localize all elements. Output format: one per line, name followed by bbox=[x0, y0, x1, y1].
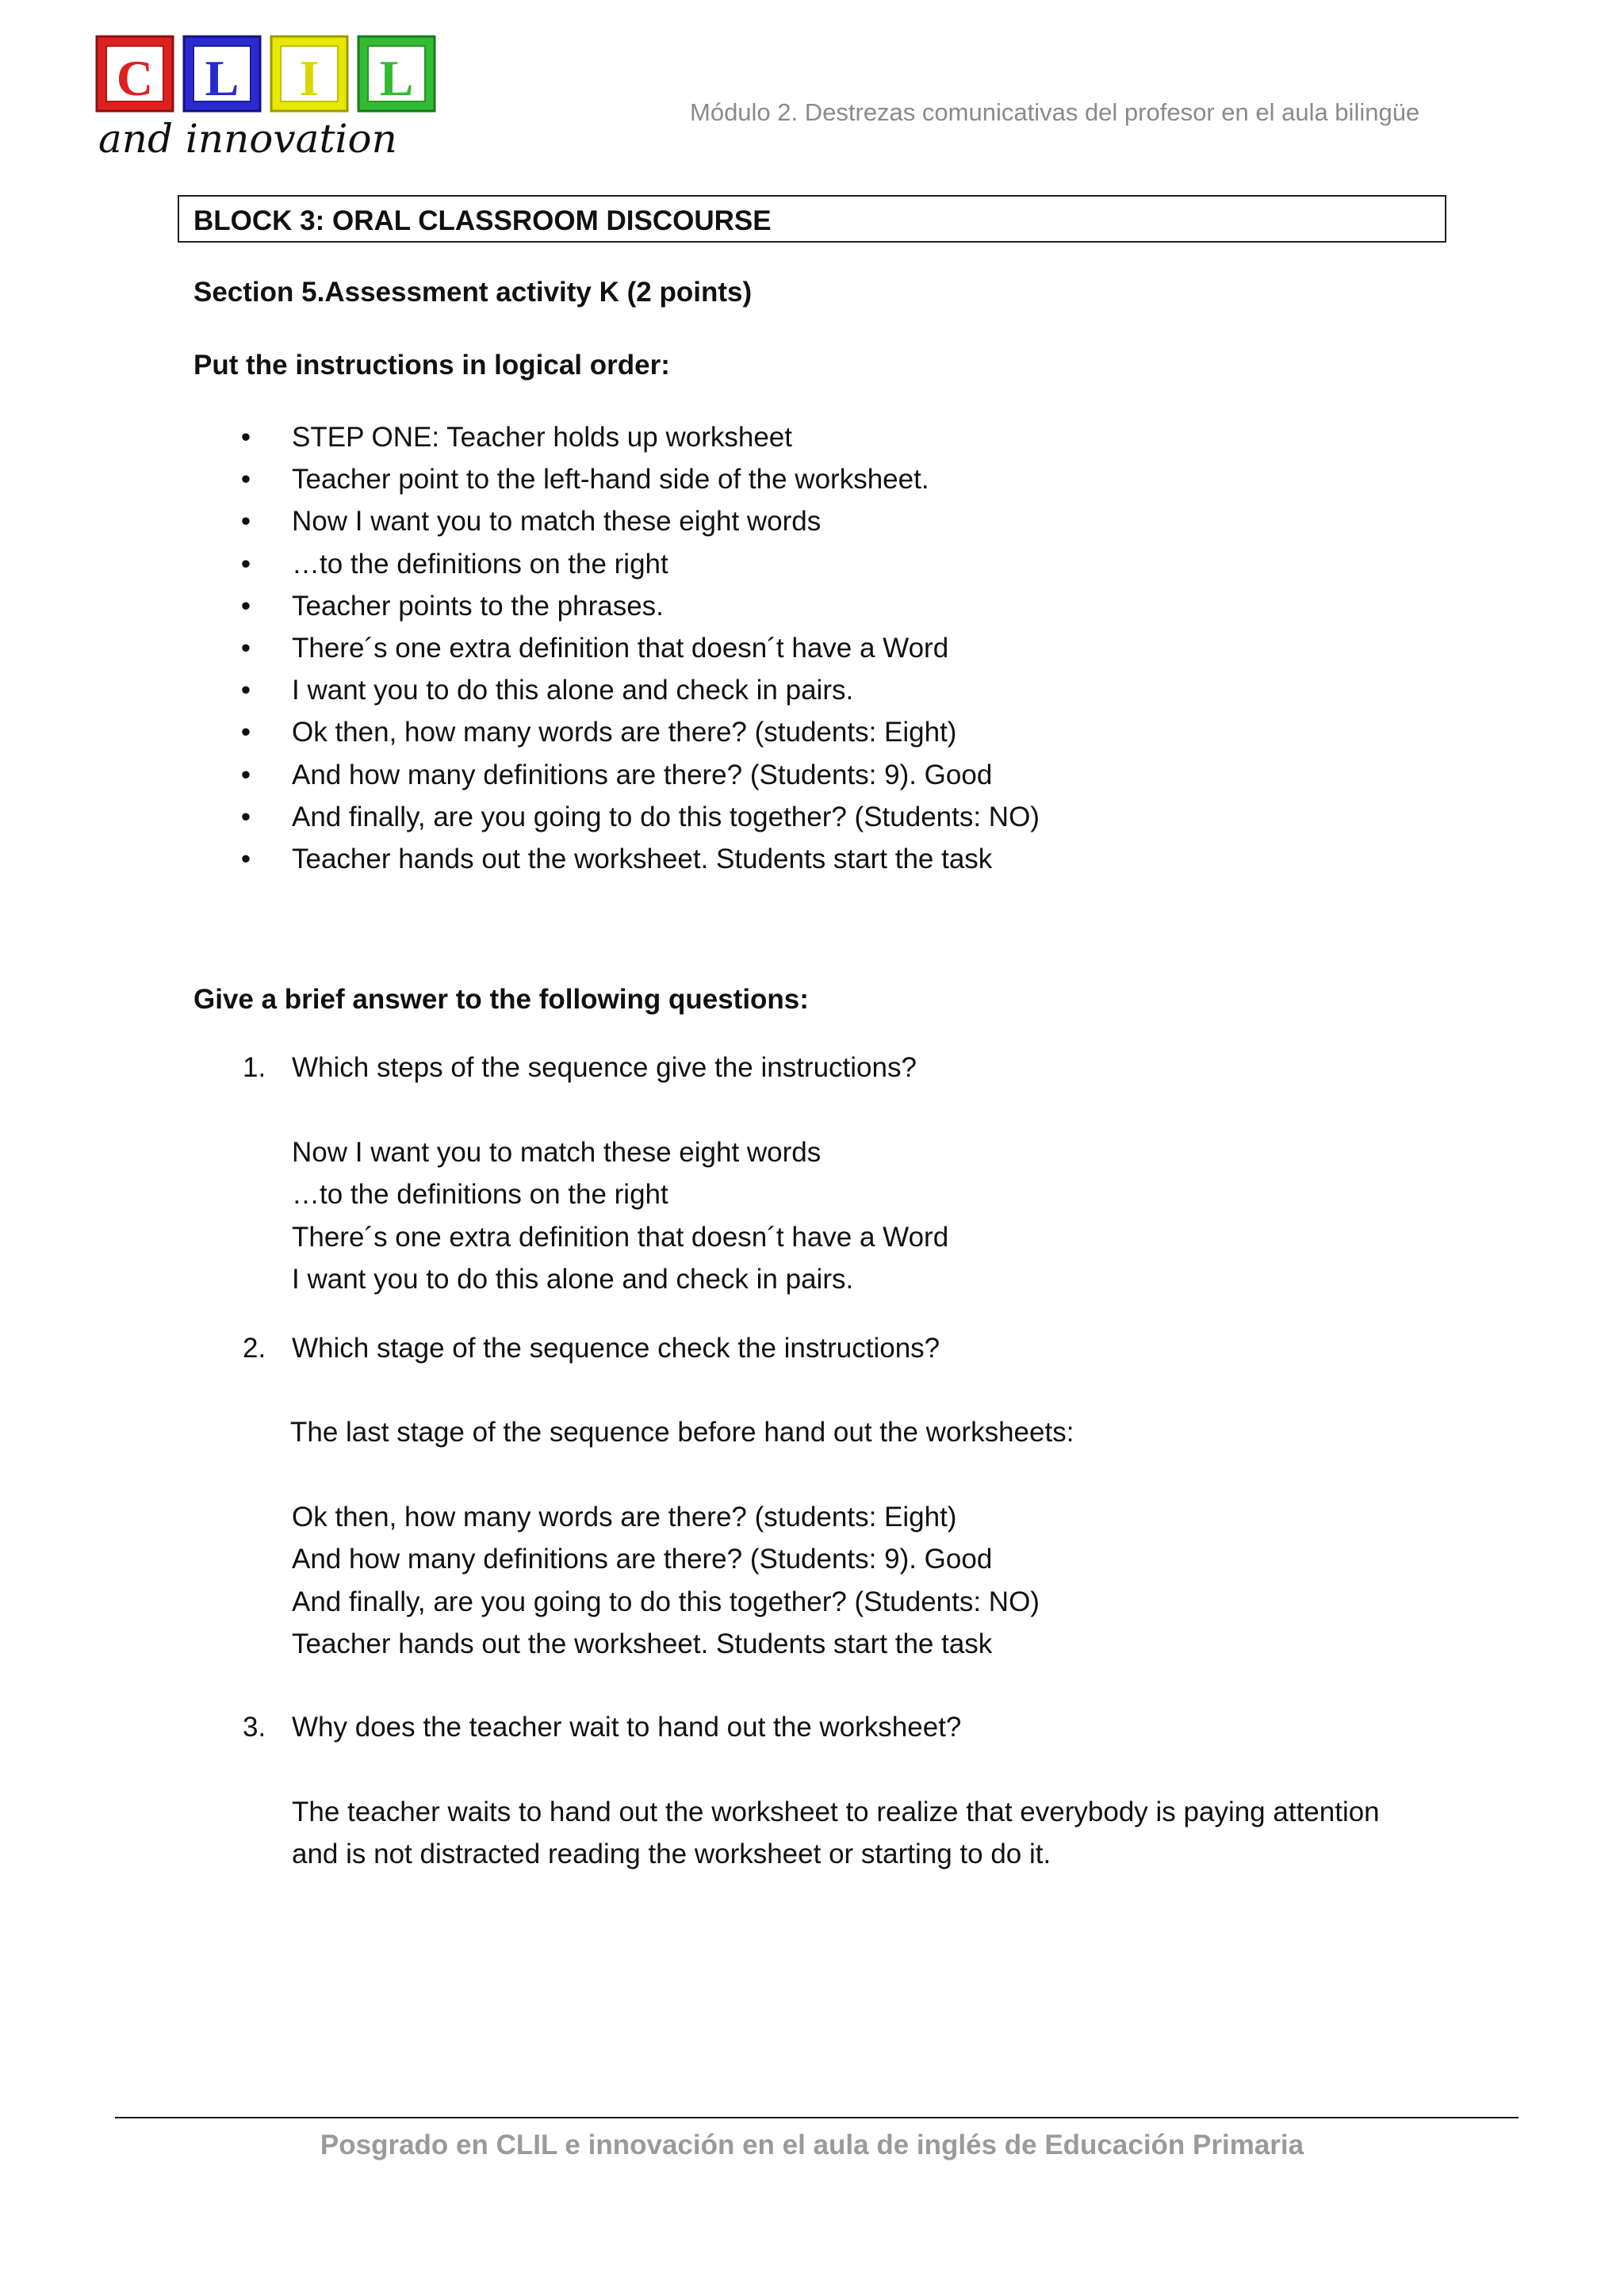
step-text: And finally, are you going to do this together? (Students: NO) bbox=[292, 801, 1040, 832]
bullet-icon: • bbox=[240, 843, 251, 874]
step-text: Ok then, how many words are there? (students: Eight) bbox=[292, 717, 957, 748]
step-text: Now I want you to match these eight words bbox=[292, 506, 822, 538]
question-text: Why does the teacher wait to hand out the worksheet? bbox=[292, 1712, 962, 1743]
question-number: 3. bbox=[243, 1712, 266, 1743]
footer-divider bbox=[115, 2117, 1519, 2118]
step-text: Teacher hands out the worksheet. Students start the task bbox=[292, 843, 993, 874]
bullet-icon: • bbox=[240, 506, 251, 538]
bullet-icon: • bbox=[240, 759, 251, 790]
section-title: Section 5.Assessment activity K (2 points) bbox=[193, 277, 753, 308]
answer-line: Now I want you to match these eight words bbox=[292, 1137, 822, 1168]
question-text: Which stage of the sequence check the instructions? bbox=[292, 1333, 940, 1364]
answer-block bbox=[292, 1131, 948, 1300]
step-text: Teacher points to the phrases. bbox=[292, 590, 664, 622]
module-title: Módulo 2. Destrezas comunicativas del profesor en el aula bilingüe bbox=[690, 98, 1420, 126]
answer-line: And how many definitions are there? (Students: 9). Good bbox=[292, 1544, 993, 1575]
bullet-icon: • bbox=[240, 422, 251, 453]
bullet-icon: • bbox=[240, 675, 251, 706]
bullet-icon: • bbox=[240, 590, 251, 622]
bullet-icon: • bbox=[240, 632, 251, 664]
footer-text: Posgrado en CLIL e innovación en el aula de inglés de Educación Primaria bbox=[320, 2130, 1304, 2160]
answer-block bbox=[292, 1791, 1380, 1876]
answer-line: Teacher hands out the worksheet. Students start the task bbox=[292, 1628, 993, 1659]
question-number: 2. bbox=[243, 1333, 266, 1364]
question-number: 1. bbox=[243, 1052, 266, 1083]
bullet-icon: • bbox=[240, 464, 251, 496]
logo-block-l1 bbox=[184, 36, 260, 111]
logo-letter-l1: L bbox=[205, 50, 239, 106]
bullet-icon: • bbox=[240, 801, 251, 832]
answer-line: Ok then, how many words are there? (students: Eight) bbox=[292, 1502, 957, 1533]
answer-intro: The last stage of the sequence before hand out the worksheets: bbox=[290, 1417, 1074, 1448]
logo-letter-c: C bbox=[116, 50, 154, 106]
step-text: I want you to do this alone and check in pairs. bbox=[292, 675, 854, 706]
logo-block-c bbox=[97, 36, 173, 111]
logo-block-i bbox=[271, 36, 347, 111]
instructions-heading: Put the instructions in logical order: bbox=[193, 350, 670, 381]
answer-line: There´s one extra definition that doesn´t have a Word bbox=[292, 1221, 949, 1253]
bullet-icon: • bbox=[240, 548, 251, 580]
step-text: Teacher point to the left-hand side of the worksheet. bbox=[292, 464, 929, 496]
answer-line: I want you to do this alone and check in pairs. bbox=[292, 1263, 854, 1295]
step-text: STEP ONE: Teacher holds up worksheet bbox=[292, 422, 792, 453]
answer-line: and is not distracted reading the worksheet or starting to do it. bbox=[292, 1839, 1051, 1870]
clil-logo bbox=[95, 35, 444, 162]
answer-line: And finally, are you going to do this together? (Students: NO) bbox=[292, 1586, 1040, 1617]
step-text: There´s one extra definition that doesn´t have a Word bbox=[292, 632, 949, 664]
questions-heading: Give a brief answer to the following questions: bbox=[193, 984, 809, 1015]
question-text: Which steps of the sequence give the instructions? bbox=[292, 1052, 917, 1083]
logo-letter-l2: L bbox=[379, 50, 414, 106]
step-text: …to the definitions on the right bbox=[292, 548, 668, 580]
answer-line: The teacher waits to hand out the worksheet to realize that everybody is paying attention bbox=[292, 1797, 1380, 1827]
block-title: BLOCK 3: ORAL CLASSROOM DISCOURSE bbox=[193, 205, 772, 236]
logo-letter-i: I bbox=[299, 50, 320, 106]
answer-line: …to the definitions on the right bbox=[292, 1179, 668, 1211]
step-text: And how many definitions are there? (Students: 9). Good bbox=[292, 759, 993, 790]
answer-block bbox=[292, 1496, 1040, 1665]
logo-block-l2 bbox=[358, 36, 435, 111]
block-title-box bbox=[178, 195, 1446, 243]
logo-tagline: and innovation bbox=[98, 116, 397, 162]
bullet-icon: • bbox=[240, 717, 251, 748]
